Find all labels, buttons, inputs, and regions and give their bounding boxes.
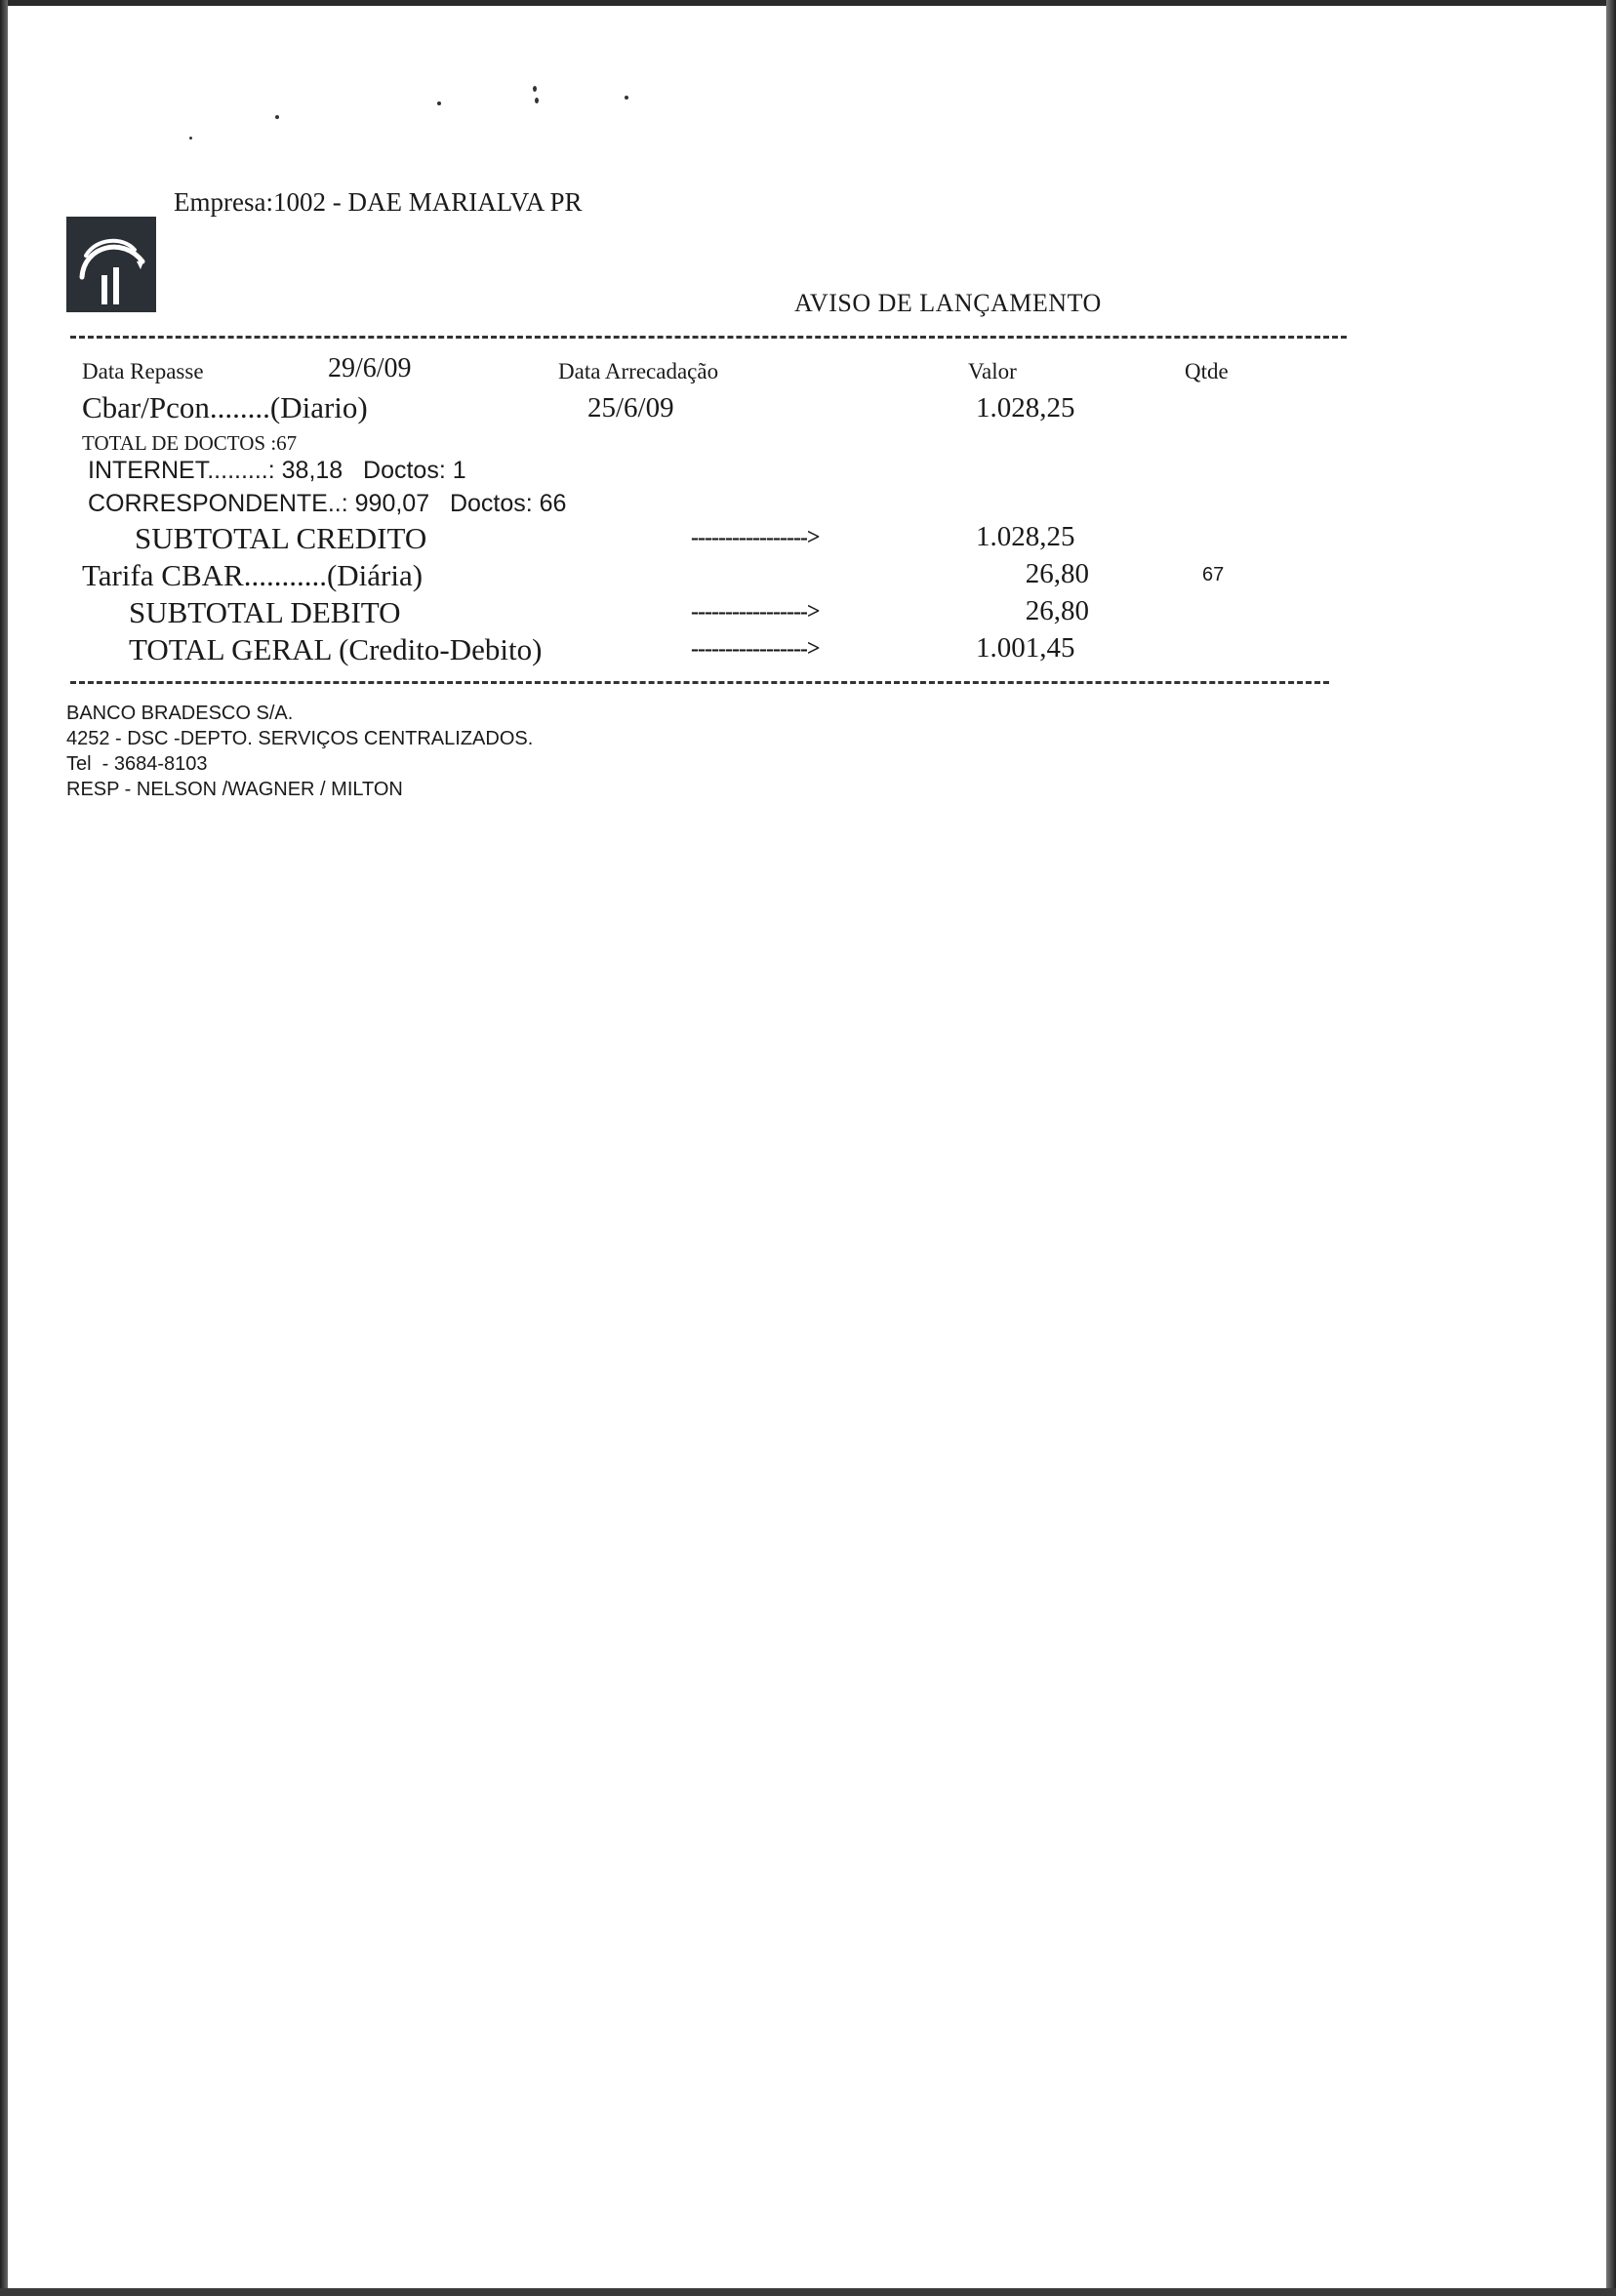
subtotal-credito-value: 1.028,25 (976, 521, 1075, 552)
total-geral-value: 1.001,45 (976, 632, 1075, 664)
cbar-label: Cbar/Pcon........(Diario) (82, 390, 368, 424)
footer-department: 4252 - DSC -DEPTO. SERVIÇOS CENTRALIZADOS. (66, 728, 534, 749)
cbar-value: 1.028,25 (976, 392, 1075, 423)
valor-label: Valor (968, 359, 1017, 383)
total-geral-arrow: -----------------> (691, 636, 820, 662)
bradesco-logo-icon (66, 217, 156, 312)
internet-line: INTERNET.........: 38,18 Doctos: 1 (88, 457, 466, 484)
footer-responsible: RESP - NELSON /WAGNER / MILTON (66, 779, 403, 800)
scan-speck (437, 101, 441, 105)
scan-speck (533, 86, 537, 92)
correspondente-line: CORRESPONDENTE..: 990,07 Doctos: 66 (88, 490, 567, 517)
subtotal-debito-arrow: -----------------> (691, 599, 820, 624)
scan-border-right (1606, 0, 1616, 2296)
subtotal-debito-value: 26,80 (1025, 595, 1089, 626)
footer-bank-name: BANCO BRADESCO S/A. (66, 703, 294, 724)
scan-border-left (0, 0, 8, 2296)
scan-speck (275, 115, 279, 119)
cbar-date: 25/6/09 (587, 392, 674, 423)
tarifa-value: 26,80 (1025, 558, 1089, 589)
document-title: AVISO DE LANÇAMENTO (794, 289, 1102, 317)
divider-top (70, 336, 1347, 339)
divider-bottom (70, 681, 1329, 684)
scan-speck (189, 137, 192, 140)
data-arrecadacao-label: Data Arrecadação (558, 359, 719, 383)
subtotal-debito-label: SUBTOTAL DEBITO (129, 595, 401, 629)
subtotal-credito-label: SUBTOTAL CREDITO (135, 521, 427, 555)
data-repasse-label: Data Repasse (82, 359, 204, 383)
scan-border-top (0, 0, 1616, 6)
total-geral-label: TOTAL GERAL (Credito-Debito) (129, 632, 543, 666)
subtotal-credito-arrow: -----------------> (691, 525, 820, 550)
footer-phone: Tel - 3684-8103 (66, 753, 208, 775)
qtde-label: Qtde (1185, 359, 1229, 383)
tarifa-qtde: 67 (1202, 564, 1225, 585)
scan-speck (535, 98, 539, 103)
scan-border-bottom (0, 2288, 1616, 2296)
tarifa-label: Tarifa CBAR...........(Diária) (82, 558, 424, 592)
data-repasse-value: 29/6/09 (328, 353, 412, 383)
company-name: Empresa:1002 - DAE MARIALVA PR (174, 187, 583, 217)
total-doctos: TOTAL DE DOCTOS :67 (82, 431, 298, 455)
scan-speck (625, 96, 628, 100)
